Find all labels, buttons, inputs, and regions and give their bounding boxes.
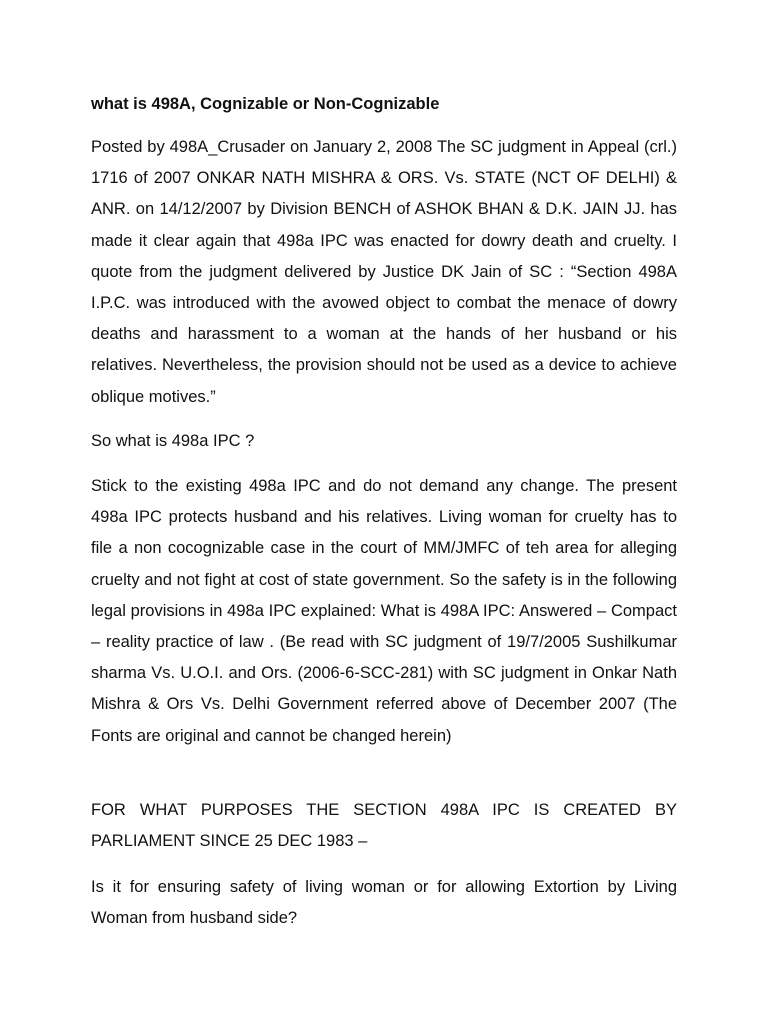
paragraph-safety-question: Is it for ensuring safety of living woman or for allowing Extortion by Living Woman from husband side?: [91, 878, 677, 928]
paragraph-purposes-heading: FOR WHAT PURPOSES THE SECTION 498A IPC IS CREATED BY PARLIAMENT SINCE 25 DEC 1983 –: [91, 801, 677, 851]
paragraph-existing-provisions: Stick to the existing 498a IPC and do not demand any change. The present 498a IPC protects husband and his relatives. Living woman for cruelty has to file a non cocognizable case in the court of MM/JMFC of teh area for alleging cruelty and not fight at cost of state government. So the safety is in the following legal provisions in 498a IPC explained: What is 498A IPC: Answered – Compact – reality practice of law . (Be read with SC judgment of 19/7/2005 Sushilkumar sharma Vs. U.O.I. and Ors. (2006-6-SCC-281) with SC judgment in Onkar Nath Mishra & Ors Vs. Delhi Government referred above of December 2007 (The Fonts are original and cannot be changed herein): [91, 477, 677, 745]
document-title: what is 498A, Cognizable or Non-Cognizable: [91, 95, 440, 113]
paragraph-question: So what is 498a IPC ?: [91, 432, 255, 450]
paragraph-posted-judgment: Posted by 498A_Crusader on January 2, 2008 The SC judgment in Appeal (crl.) 1716 of 2007 ONKAR NATH MISHRA & ORS. Vs. STATE (NCT OF DELHI) & ANR. on 14/12/2007 by Division BENCH of ASHOK BHAN & D.K. JAIN JJ. has made it clear again that 498a IPC was enacted for dowry death and cruelty. I quote from the judgment delivered by Justice DK Jain of SC : “Section 498A I.P.C. was introduced with the avowed object to combat the menace of dowry deaths and harassment to a woman at the hands of her husband or his relatives. Nevertheless, the provision should not be used as a device to achieve oblique motives.”: [91, 138, 677, 406]
